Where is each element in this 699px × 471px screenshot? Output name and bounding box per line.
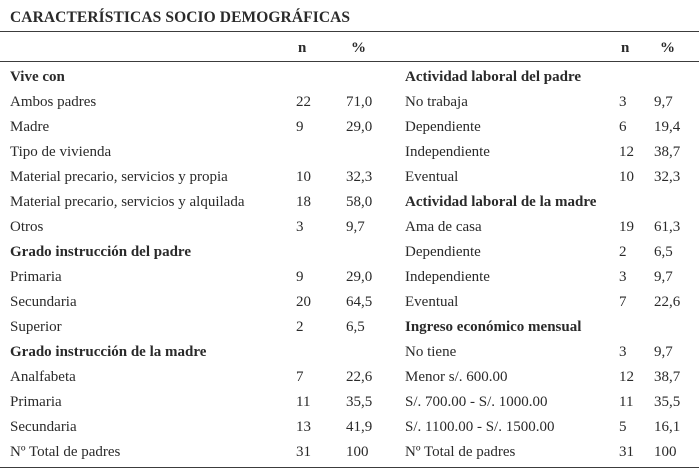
right-n: 3 — [619, 269, 627, 285]
right-label: No trabaja — [405, 94, 468, 110]
left-label: Madre — [10, 119, 50, 135]
right-pct: 6,5 — [654, 244, 673, 260]
header-pct-left: % — [351, 40, 366, 56]
left-pct: 9,7 — [346, 219, 365, 235]
header-n-left: n — [298, 40, 307, 56]
table-row — [0, 215, 699, 240]
right-pct: 100 — [654, 444, 677, 460]
left-pct: 41,9 — [346, 419, 373, 435]
right-n: 3 — [619, 94, 627, 110]
table-row — [0, 365, 699, 390]
left-pct: 64,5 — [346, 294, 373, 310]
table-title: CARACTERÍSTICAS SOCIO DEMOGRÁFICAS — [10, 9, 351, 26]
right-pct: 19,4 — [654, 119, 681, 135]
right-label: Nº Total de padres — [405, 444, 516, 460]
left-n: 7 — [296, 369, 304, 385]
left-n: 22 — [296, 94, 311, 110]
right-label: No tiene — [405, 344, 457, 360]
left-pct: 6,5 — [346, 319, 365, 335]
top-rule — [0, 31, 699, 32]
table-row — [0, 115, 699, 140]
right-label: Ama de casa — [405, 219, 482, 235]
left-label: Grado instrucción de la madre — [10, 344, 207, 360]
left-pct: 35,5 — [346, 394, 373, 410]
left-n: 11 — [296, 394, 311, 410]
right-pct: 38,7 — [654, 369, 681, 385]
table-row — [0, 265, 699, 290]
right-n: 12 — [619, 144, 634, 160]
left-n: 9 — [296, 269, 304, 285]
left-label: Material precario, servicios y alquilada — [10, 194, 245, 210]
left-pct: 22,6 — [346, 369, 373, 385]
table-row — [0, 440, 699, 465]
right-label: Dependiente — [405, 244, 481, 260]
left-pct: 29,0 — [346, 119, 373, 135]
right-pct: 35,5 — [654, 394, 681, 410]
table-row — [0, 165, 699, 190]
header-pct-right: % — [660, 40, 675, 56]
right-n: 19 — [619, 219, 634, 235]
left-label: Material precario, servicios y propia — [10, 169, 228, 185]
table-row — [0, 140, 699, 165]
right-n: 2 — [619, 244, 627, 260]
table-row — [0, 190, 699, 215]
table-row — [0, 390, 699, 415]
table-row — [0, 290, 699, 315]
left-label: Nº Total de padres — [10, 444, 121, 460]
right-n: 3 — [619, 344, 627, 360]
left-n: 18 — [296, 194, 311, 210]
left-label: Secundaria — [10, 294, 77, 310]
left-n: 31 — [296, 444, 311, 460]
header-rule — [0, 61, 699, 62]
right-pct: 61,3 — [654, 219, 681, 235]
left-pct: 71,0 — [346, 94, 373, 110]
right-pct: 32,3 — [654, 169, 681, 185]
left-label: Otros — [10, 219, 44, 235]
right-pct: 9,7 — [654, 344, 673, 360]
left-label: Analfabeta — [10, 369, 76, 385]
left-n: 9 — [296, 119, 304, 135]
left-label: Superior — [10, 319, 62, 335]
table-row — [0, 340, 699, 365]
left-pct: 29,0 — [346, 269, 373, 285]
right-label: Eventual — [405, 169, 459, 185]
right-label: Dependiente — [405, 119, 481, 135]
right-n: 5 — [619, 419, 627, 435]
right-label: Independiente — [405, 269, 490, 285]
left-pct: 58,0 — [346, 194, 373, 210]
right-n: 12 — [619, 369, 634, 385]
left-label: Primaria — [10, 269, 62, 285]
left-label: Grado instrucción del padre — [10, 244, 191, 260]
right-pct: 9,7 — [654, 269, 673, 285]
table-row — [0, 65, 699, 90]
right-label: Independiente — [405, 144, 490, 160]
right-pct: 16,1 — [654, 419, 681, 435]
left-pct: 32,3 — [346, 169, 373, 185]
right-n: 11 — [619, 394, 634, 410]
table-row — [0, 315, 699, 340]
right-pct: 22,6 — [654, 294, 681, 310]
left-n: 13 — [296, 419, 311, 435]
left-n: 3 — [296, 219, 304, 235]
left-label: Primaria — [10, 394, 62, 410]
left-n: 20 — [296, 294, 311, 310]
right-label: Actividad laboral de la madre — [405, 194, 597, 210]
right-pct: 9,7 — [654, 94, 673, 110]
right-n: 7 — [619, 294, 627, 310]
left-label: Secundaria — [10, 419, 77, 435]
right-label: Ingreso económico mensual — [405, 319, 582, 335]
header-n-right: n — [621, 40, 630, 56]
table-row — [0, 90, 699, 115]
right-label: S/. 1100.00 - S/. 1500.00 — [405, 419, 555, 435]
left-n: 2 — [296, 319, 304, 335]
right-label: Menor s/. 600.00 — [405, 369, 508, 385]
right-label: Eventual — [405, 294, 459, 310]
right-n: 10 — [619, 169, 634, 185]
right-n: 6 — [619, 119, 627, 135]
table-row — [0, 415, 699, 440]
left-label: Vive con — [10, 69, 65, 85]
left-pct: 100 — [346, 444, 369, 460]
left-label: Ambos padres — [10, 94, 97, 110]
right-n: 31 — [619, 444, 634, 460]
right-label: S/. 700.00 - S/. 1000.00 — [405, 394, 548, 410]
bottom-rule — [0, 467, 699, 468]
left-label: Tipo de vivienda — [10, 144, 112, 160]
right-pct: 38,7 — [654, 144, 681, 160]
right-label: Actividad laboral del padre — [405, 69, 581, 85]
left-n: 10 — [296, 169, 311, 185]
table-row — [0, 240, 699, 265]
